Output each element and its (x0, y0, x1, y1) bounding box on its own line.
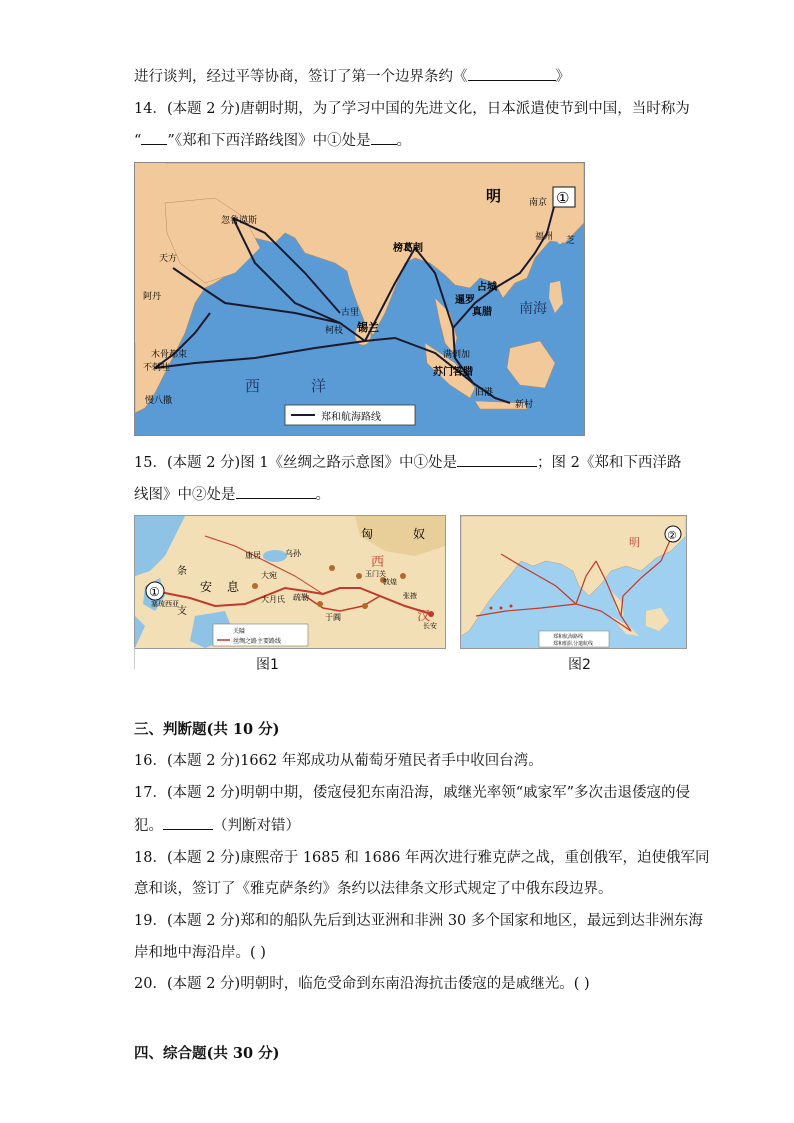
question-14-line-2: “ ”《郑和下西洋路线图》中①处是 。 (134, 130, 411, 151)
silk-label-saileuqiya: 塞琉西亚 (151, 600, 179, 608)
silk-label-wusun: 乌孙 (285, 549, 301, 558)
map-label-xi: 西 (245, 377, 261, 395)
map-label-fuzhou: 福州 (535, 232, 554, 242)
zhenghe-voyage-map (134, 162, 585, 436)
answer-blank[interactable] (163, 815, 213, 830)
question-19-line-1: 19．(本题 2 分)郑和的船队先后到达亚洲和非洲 30 多个国家和地区，最远到达非洲东海 (134, 913, 703, 929)
section-4-heading: 四、综合题(共 30 分) (134, 1045, 280, 1062)
silk-label-zhangye: 张掖 (403, 592, 417, 600)
map-label-hulumosi: 忽鲁谟斯 (221, 216, 258, 226)
question-18-line-1: 18．(本题 2 分)康熙帝于 1685 和 1686 年两次进行雅克萨之战，重创俄军，迫使俄军同 (134, 850, 710, 866)
silk-label-kangju: 康居 (245, 551, 261, 560)
map-label-xianluo: 暹罗 (455, 295, 475, 306)
zhenghe-small-map (460, 515, 687, 649)
silk-road-map (134, 515, 446, 649)
map-label-xicun: 新村 (515, 400, 534, 410)
small-map-label-ming: 明 (629, 536, 640, 549)
silk-label-dayuezhi: 大月氏 (261, 595, 285, 604)
map-label-tianfang: 天方 (159, 254, 178, 264)
map-label-manlajia: 满剌加 (443, 350, 471, 360)
small-map-legend-b: 郑和船队分遣航线 (553, 641, 594, 647)
map-label-zhi: 芝 (566, 236, 576, 246)
silk-label-xiongnu-a: 匈 (361, 527, 374, 541)
map-label-guli: 古里 (341, 308, 360, 318)
silk-label-xiongnu-b: 奴 (413, 527, 426, 541)
map-label-zhenla: 真腊 (472, 307, 492, 318)
question-20: 20．(本题 2 分)明朝时，临危受命到东南沿海抗击倭寇的是戚继光。( ) (134, 976, 590, 992)
silk-label-tiao: 条 (177, 566, 187, 577)
silk-legend-b: 丝绸之路主要路线 (233, 638, 282, 645)
silk-label-anxi-b: 息 (227, 580, 240, 594)
question-15-line-2: 线图》中②处是 。 (134, 484, 330, 505)
question-15-line-1: 15．(本题 2 分)图 1《丝绸之路示意图》中①处是 ；图 2《郑和下西洋路 (134, 452, 681, 473)
map-label-xilan: 锡兰 (357, 321, 379, 334)
map-label-bangela: 榜葛剌 (393, 243, 423, 254)
map-legend-label: 郑和航海路线 (321, 412, 381, 423)
map-label-ming: 明 (486, 187, 502, 205)
map-label-yang: 洋 (311, 377, 327, 395)
map-label-zhancheng: 占城 (477, 282, 497, 293)
map-label-mugudushu: 木骨都束 (151, 350, 188, 360)
question-16: 16．(本题 2 分)1662 年郑成功从葡萄牙殖民者手中收回台湾。 (134, 753, 543, 769)
question-19-line-2: 岸和地中海沿岸。( ) (134, 945, 266, 961)
silk-label-yutian: 于阗 (325, 613, 341, 622)
section-3-heading: 三、判断题(共 10 分) (134, 721, 280, 738)
silk-label-anxi-a: 安 (200, 580, 213, 594)
figure-1-frame-line (134, 647, 135, 669)
question-17-line-2: 犯。 （判断对错） (134, 815, 300, 836)
map-label-manbasa: 慢八撒 (145, 396, 173, 406)
silk-label-shule: 疏勒 (293, 593, 309, 602)
silk-legend-a: 关隘 (233, 628, 246, 635)
silk-marker-1: ① (149, 585, 160, 599)
map-label-bulawa: 不剌哇 (143, 363, 171, 373)
figure-1-caption: 图1 (256, 657, 279, 673)
map-marker-1: ① (556, 189, 570, 207)
answer-blank[interactable] (141, 130, 167, 145)
map-label-nanhai: 南海 (519, 301, 547, 317)
figure-2-caption: 图2 (568, 657, 591, 673)
small-map-marker-2: ② (667, 529, 677, 542)
question-17-line-1: 17．(本题 2 分)明朝中期，倭寇侵犯东南沿海，戚继光率领“戚家军”多次击退倭寇的侵 (134, 785, 691, 801)
silk-label-han: 汉 (417, 609, 431, 624)
small-map-legend-a: 郑和航海路线 (553, 634, 584, 640)
map-label-nanjing: 南京 (529, 198, 548, 208)
question-13-tail: 进行谈判，经过平等协商，签订了第一个边界条约《 》 (134, 66, 570, 87)
map-label-kezhi: 柯枝 (325, 326, 344, 336)
question-14-line-1: 14．(本题 2 分)唐朝时期，为了学习中国的先进文化，日本派遣使节到中国，当时称为 (134, 101, 690, 117)
silk-label-yumenguan: 玉门关 (365, 570, 386, 578)
silk-label-xi: 西 (371, 555, 385, 570)
silk-label-dunhuang: 敦煌 (383, 578, 397, 586)
silk-label-zhi: 支 (177, 606, 187, 617)
question-18-line-2: 意和谈，签订了《雅克萨条约》条约以法律条文形式规定了中俄东段边界。 (134, 881, 613, 897)
map-label-adan: 阿丹 (143, 292, 162, 302)
answer-blank[interactable] (236, 484, 316, 499)
answer-blank[interactable] (468, 66, 556, 81)
map-label-jiugang: 旧港 (475, 388, 494, 398)
silk-label-changan: 长安 (423, 622, 437, 630)
silk-label-dawan: 大宛 (261, 571, 277, 580)
answer-blank[interactable] (371, 130, 397, 145)
answer-blank[interactable] (457, 452, 537, 467)
map-label-sumendala: 苏门答腊 (433, 367, 473, 378)
